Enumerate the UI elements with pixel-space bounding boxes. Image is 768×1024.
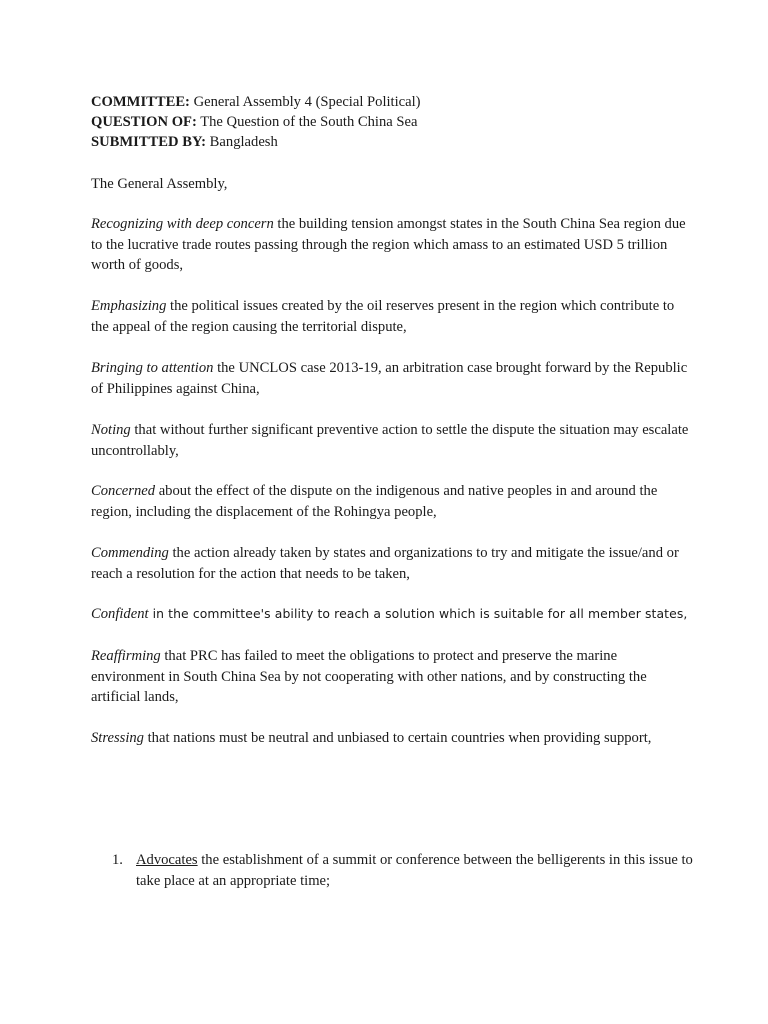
preamble-clause xyxy=(91,481,691,522)
preamble-phrase: Confident xyxy=(91,606,149,622)
preamble-clause xyxy=(91,214,691,276)
operative-text: the establishment of a summit or conference between the belligerents in this issue to take place at an appropriate time; xyxy=(136,852,693,889)
committee-label: COMMITTEE: xyxy=(91,94,190,110)
submitted-line xyxy=(91,132,278,153)
preamble-text: the UNCLOS case 2013-19, an arbitration case brought forward by the Republic of Philippines against China, xyxy=(91,360,688,397)
question-value: The Question of the South China Sea xyxy=(196,114,418,130)
preamble-clause xyxy=(91,420,691,461)
committee-line xyxy=(91,92,421,113)
preamble-phrase: Stressing xyxy=(91,730,144,746)
preamble-phrase: Recognizing with deep concern xyxy=(91,216,274,232)
preamble-text: the building tension amongst states in the South China Sea region due to the lucrative trade routes passing through the region which amass to an estimated USD 5 trillion worth of goods, xyxy=(91,216,686,273)
submitted-value: Bangladesh xyxy=(206,134,278,150)
preamble-clause xyxy=(91,646,691,708)
operative-clause xyxy=(136,850,696,891)
preamble-text: that nations must be neutral and unbiased to certain countries when providing support, xyxy=(143,730,652,746)
preamble-clause xyxy=(91,358,691,399)
committee-value: General Assembly 4 (Special Political) xyxy=(189,94,421,110)
operative-phrase: Advocates xyxy=(136,852,198,868)
preamble-text: in the committee's ability to reach a solution which is suitable for all member states, xyxy=(148,606,688,621)
preamble-text: about the effect of the dispute on the indigenous and native peoples in and around the region, including the displacement of the Rohingya people, xyxy=(91,483,658,520)
preamble-phrase: Noting xyxy=(91,422,131,438)
preamble-clause xyxy=(91,728,691,749)
preamble-phrase: Emphasizing xyxy=(91,298,167,314)
submitted-label: SUBMITTED BY: xyxy=(91,134,207,150)
operative-number: 1. xyxy=(112,852,123,868)
preamble-phrase: Commending xyxy=(91,545,169,561)
preamble-clause xyxy=(91,296,691,337)
opening-line: The General Assembly, xyxy=(91,176,228,192)
preamble-text: the action already taken by states and organizations to try and mitigate the issue/and or reach a resolution for the action that needs to be taken, xyxy=(91,545,679,582)
preamble-phrase: Concerned xyxy=(91,483,156,499)
preamble-text: that without further significant preventive action to settle the dispute the situation may escalate uncontrollably, xyxy=(91,422,689,459)
question-label: QUESTION OF: xyxy=(91,114,197,130)
question-line xyxy=(91,112,417,133)
preamble-phrase: Bringing to attention xyxy=(91,360,214,376)
preamble-phrase: Reaffirming xyxy=(91,648,161,664)
preamble-clause xyxy=(91,543,691,584)
preamble-clause xyxy=(91,604,691,625)
preamble-text: the political issues created by the oil reserves present in the region which contribute to the appeal of the region causing the territorial dispute, xyxy=(91,298,675,335)
preamble-text: that PRC has failed to meet the obligations to protect and preserve the marine environment in South China Sea by not cooperating with other nations, and by constructing the artificial lands, xyxy=(91,648,647,705)
